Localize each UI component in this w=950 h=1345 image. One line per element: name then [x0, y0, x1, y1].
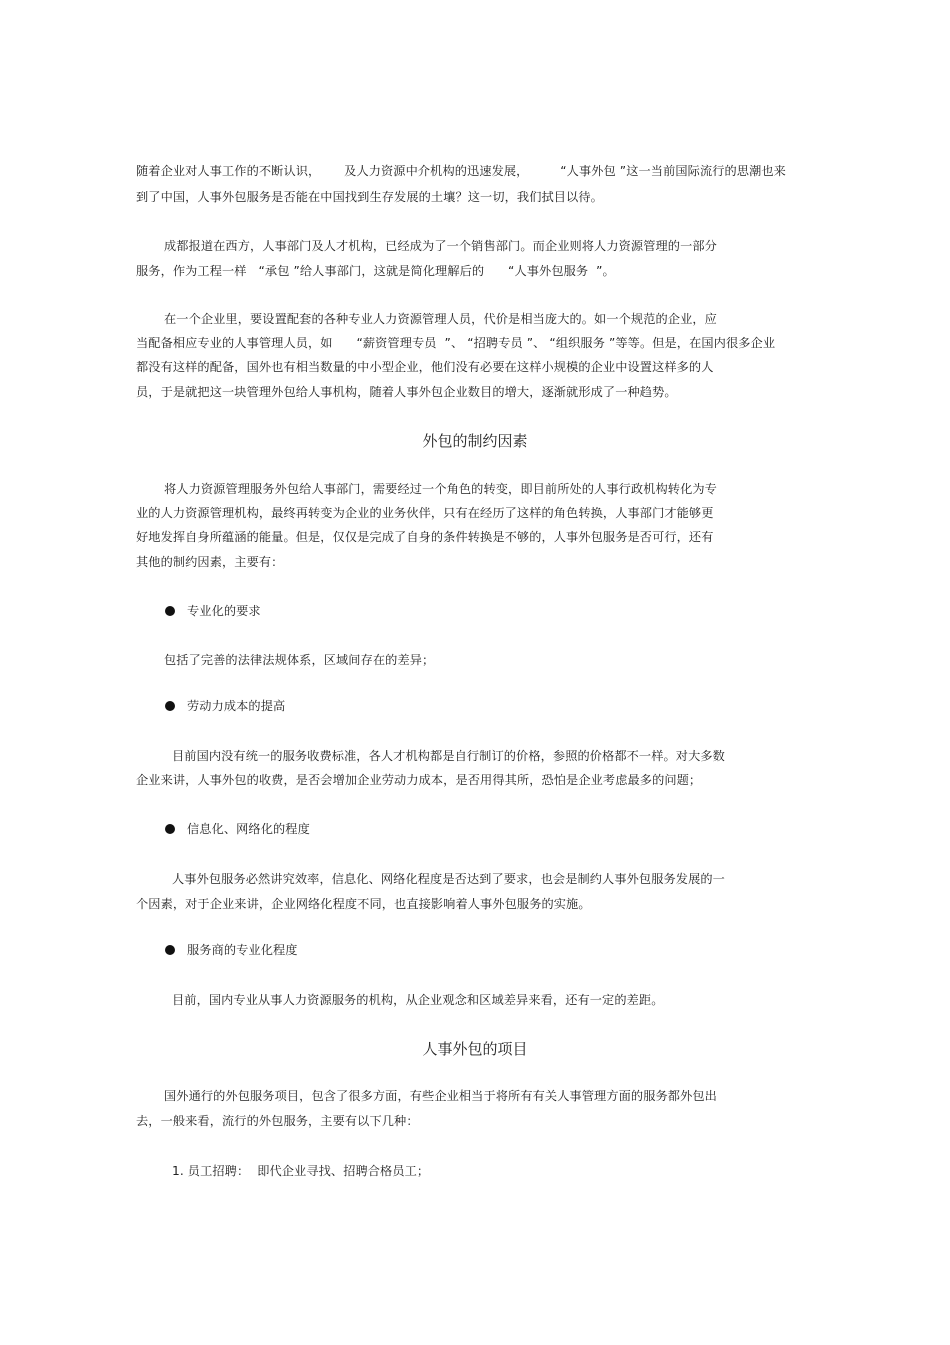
- bullet-title: 劳动力成本的提高: [187, 699, 286, 713]
- section-heading: 人事外包的项目: [422, 1040, 528, 1058]
- paragraph-line: 国外通行的外包服务项目，包含了很多方面，有些企业相当于将所有有关人事管理方面的服务都外包出: [164, 1089, 717, 1103]
- paragraph-line: 目前，国内专业从事人力资源服务的机构，从企业观念和区域差异来看，还有一定的差距。: [172, 993, 664, 1007]
- paragraph-line: 都没有这样的配备，国外也有相当数量的中小型企业，他们没有必要在这样小规模的企业中设置这样多的人: [136, 360, 714, 374]
- paragraph-line: 其他的制约因素，主要有：: [136, 555, 284, 569]
- paragraph-line: 目前国内没有统一的服务收费标准，各人才机构都是自行制订的价格，参照的价格都不一样。对大多数: [172, 749, 725, 763]
- paragraph-line: 员，于是就把这一块管理外包给人事机构，随着人事外包企业数目的增大，逐渐就形成了一种趋势。: [136, 385, 677, 399]
- bullet-dot: [165, 701, 175, 711]
- paragraph-line: 将人力资源管理服务外包给人事部门，需要经过一个角色的转变，即目前所处的人事行政机构转化为专: [164, 482, 717, 496]
- paragraph-line: 在一个企业里，要设置配套的各种专业人力资源管理人员，代价是相当庞大的。如一个规范的企业，应: [164, 312, 717, 326]
- paragraph-line: 业的人力资源管理机构，最终再转变为企业的业务伙伴，只有在经历了这样的角色转换，人事部门才能够更: [136, 506, 714, 520]
- bullet-title: 服务商的专业化程度: [187, 943, 298, 957]
- list-item: 1. 员工招聘： 即代企业寻找、招聘合格员工；: [172, 1164, 430, 1178]
- paragraph-line: 包括了完善的法律法规体系，区域间存在的差异；: [164, 653, 435, 667]
- paragraph-line: 服务，作为工程一样 “承包 ”给人事部门，这就是简化理解后的 “人事外包服务 ”。: [136, 264, 615, 278]
- bullet-dot: [165, 824, 175, 834]
- paragraph-line: 企业来讲，人事外包的收费，是否会增加企业劳动力成本，是否用得其所，恐怕是企业考虑最多的问题；: [136, 773, 702, 787]
- paragraph-line: 随着企业对人事工作的不断认识， 及人力资源中介机构的迅速发展， “人事外包 ”这一当前国际流行的思潮也来: [136, 164, 786, 178]
- paragraph-line: 成都报道在西方，人事部门及人才机构，已经成为了一个销售部门。而企业则将人力资源管理的一部分: [164, 239, 717, 253]
- paragraph-line: 好地发挥自身所蕴涵的能量。但是，仅仅是完成了自身的条件转换是不够的，人事外包服务是否可行，还有: [136, 530, 714, 544]
- bullet-dot: [165, 606, 175, 616]
- paragraph-line: 当配备相应专业的人事管理人员，如 “薪资管理专员 ”、 “招聘专员 ”、 “组织服务 ”等等。但是，在国内很多企业: [136, 336, 776, 350]
- paragraph-line: 到了中国，人事外包服务是否能在中国找到生存发展的土壤？这一切，我们拭目以待。: [136, 190, 603, 204]
- paragraph-line: 去，一般来看，流行的外包服务，主要有以下几种：: [136, 1114, 419, 1128]
- paragraph-line: 人事外包服务必然讲究效率，信息化、网络化程度是否达到了要求，也会是制约人事外包服务发展的一: [172, 872, 725, 886]
- section-heading: 外包的制约因素: [422, 432, 528, 450]
- bullet-title: 信息化、网络化的程度: [187, 822, 310, 836]
- bullet-dot: [165, 945, 175, 955]
- paragraph-line: 个因素，对于企业来讲，企业网络化程度不同，也直接影响着人事外包服务的实施。: [136, 897, 591, 911]
- bullet-title: 专业化的要求: [187, 604, 261, 618]
